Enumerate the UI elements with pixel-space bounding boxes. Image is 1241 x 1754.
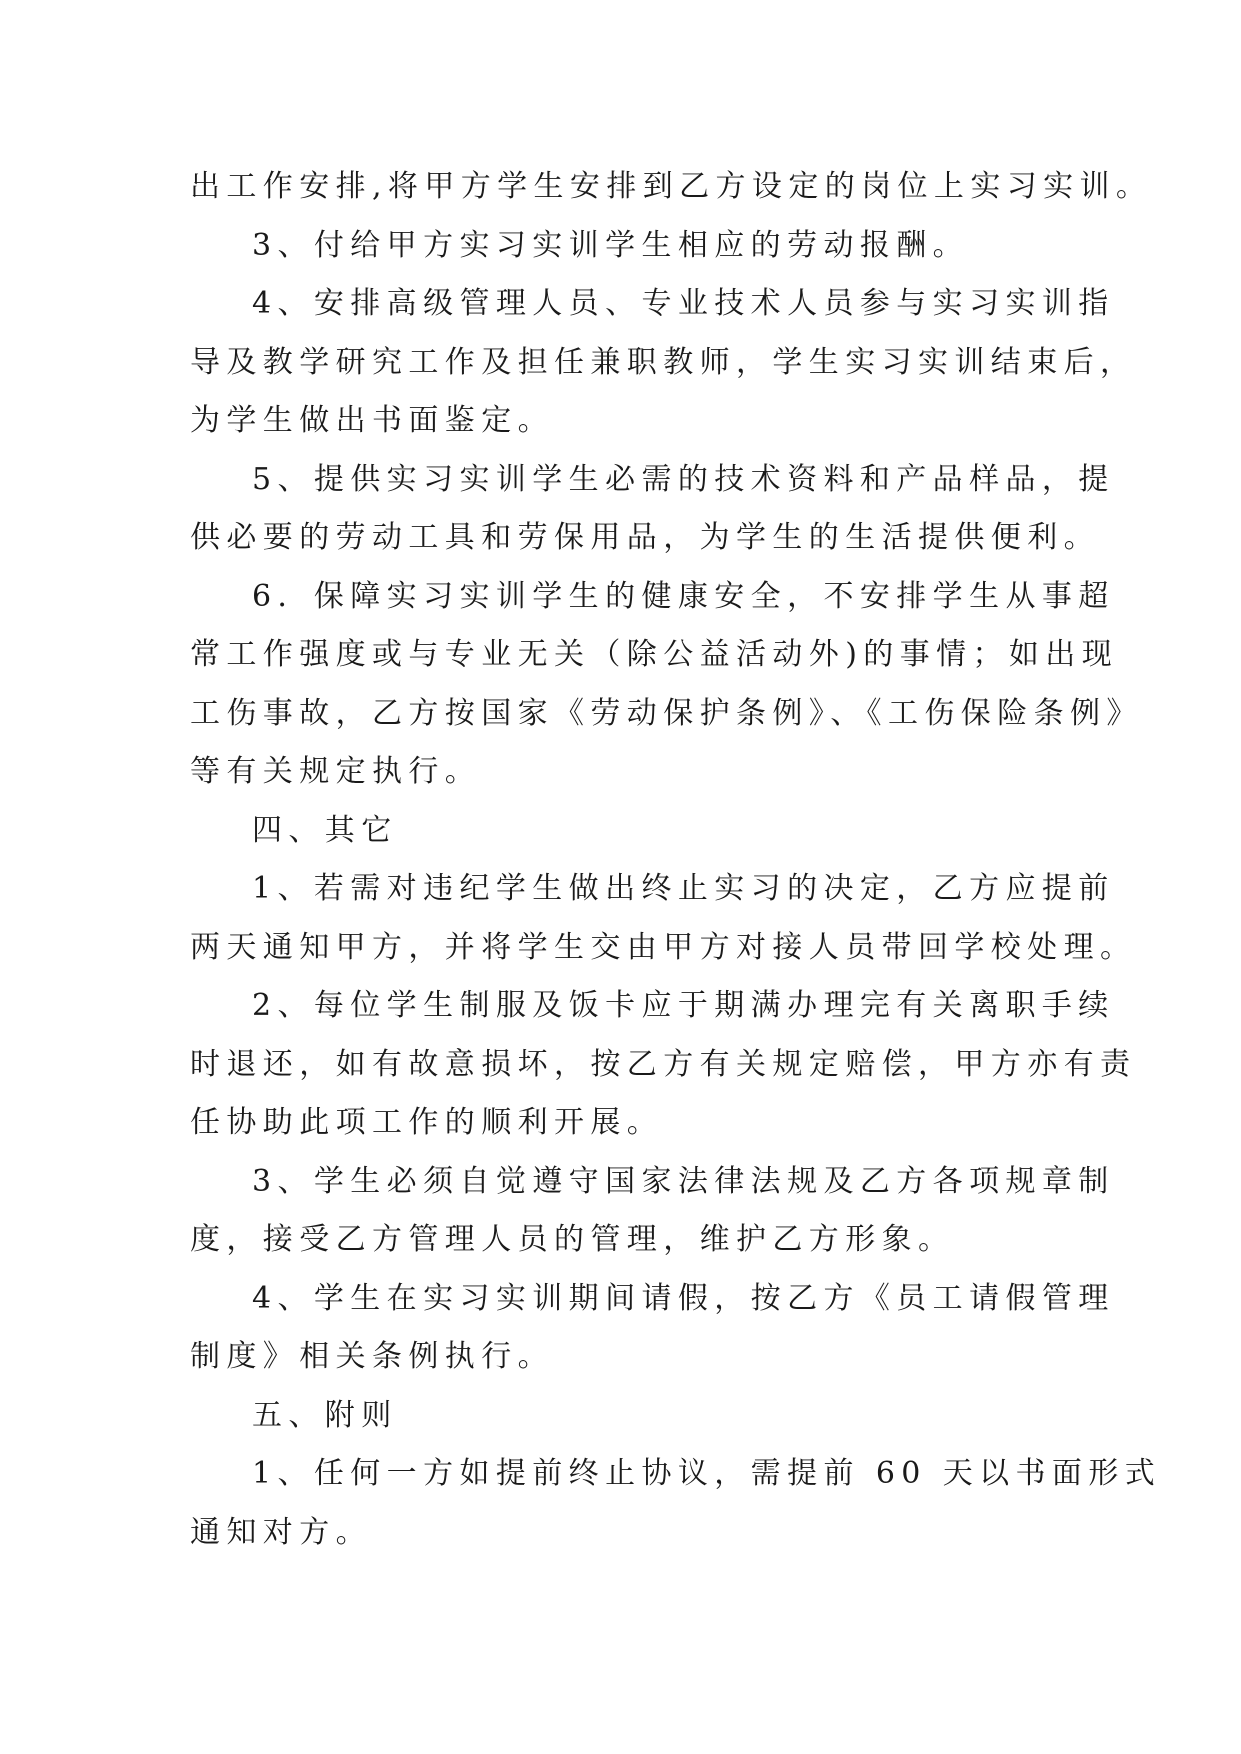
text-line: 两天通知甲方，并将学生交由甲方对接人员带回学校处理。 bbox=[190, 929, 1137, 965]
text-line: 6．保障实习实训学生的健康安全，不安排学生从事超 bbox=[252, 578, 1115, 614]
text-line: 通知对方。 bbox=[190, 1514, 372, 1550]
text-line: 4、安排高级管理人员、专业技术人员参与实习实训指 bbox=[252, 286, 1115, 321]
text-line: 供必要的劳动工具和劳保用品，为学生的生活提供便利。 bbox=[190, 520, 1100, 555]
text-line: 等有关规定执行。 bbox=[190, 754, 482, 789]
text-line: 制度》相关条例执行。 bbox=[190, 1339, 554, 1374]
text-line: 5、提供实习实训学生必需的技术资料和产品样品，提 bbox=[252, 461, 1115, 497]
section-heading: 五、附则 bbox=[252, 1397, 398, 1433]
text-line: 任协助此项工作的顺利开展。 bbox=[190, 1105, 664, 1140]
text-line: 常工作强度或与专业无关（除公益活动外)的事情；如出现 bbox=[190, 637, 1119, 672]
text-line: 度，接受乙方管理人员的管理，维护乙方形象。 bbox=[190, 1222, 955, 1257]
text-line: 为学生做出书面鉴定。 bbox=[190, 403, 554, 438]
text-line: 1、任何一方如提前终止协议，需提前 60 天以书面形式 bbox=[252, 1456, 1162, 1491]
text-line: 3、付给甲方实习实训学生相应的劳动报酬。 bbox=[252, 227, 970, 263]
text-line: 4、学生在实习实训期间请假，按乙方《员工请假管理 bbox=[252, 1280, 1115, 1316]
text-line: 工伤事故，乙方按国家《劳动保护条例》、《工伤保险条例》 bbox=[190, 695, 1143, 731]
text-line: 时退还，如有故意损坏，按乙方有关规定赔偿，甲方亦有责 bbox=[190, 1046, 1137, 1082]
text-line: 1、若需对违纪学生做出终止实习的决定，乙方应提前 bbox=[252, 871, 1115, 906]
document-body bbox=[190, 158, 1162, 1562]
text-line: 3、学生必须自觉遵守国家法律法规及乙方各项规章制 bbox=[252, 1163, 1115, 1199]
text-line: 2、每位学生制服及饭卡应于期满办理完有关离职手续 bbox=[252, 988, 1115, 1023]
text-line: 导及教学研究工作及担任兼职教师，学生实习实训结束后， bbox=[190, 344, 1137, 380]
text-line: 出工作安排,将甲方学生安排到乙方设定的岗位上实习实训。 bbox=[190, 169, 1153, 204]
section-heading: 四、其它 bbox=[252, 812, 398, 848]
